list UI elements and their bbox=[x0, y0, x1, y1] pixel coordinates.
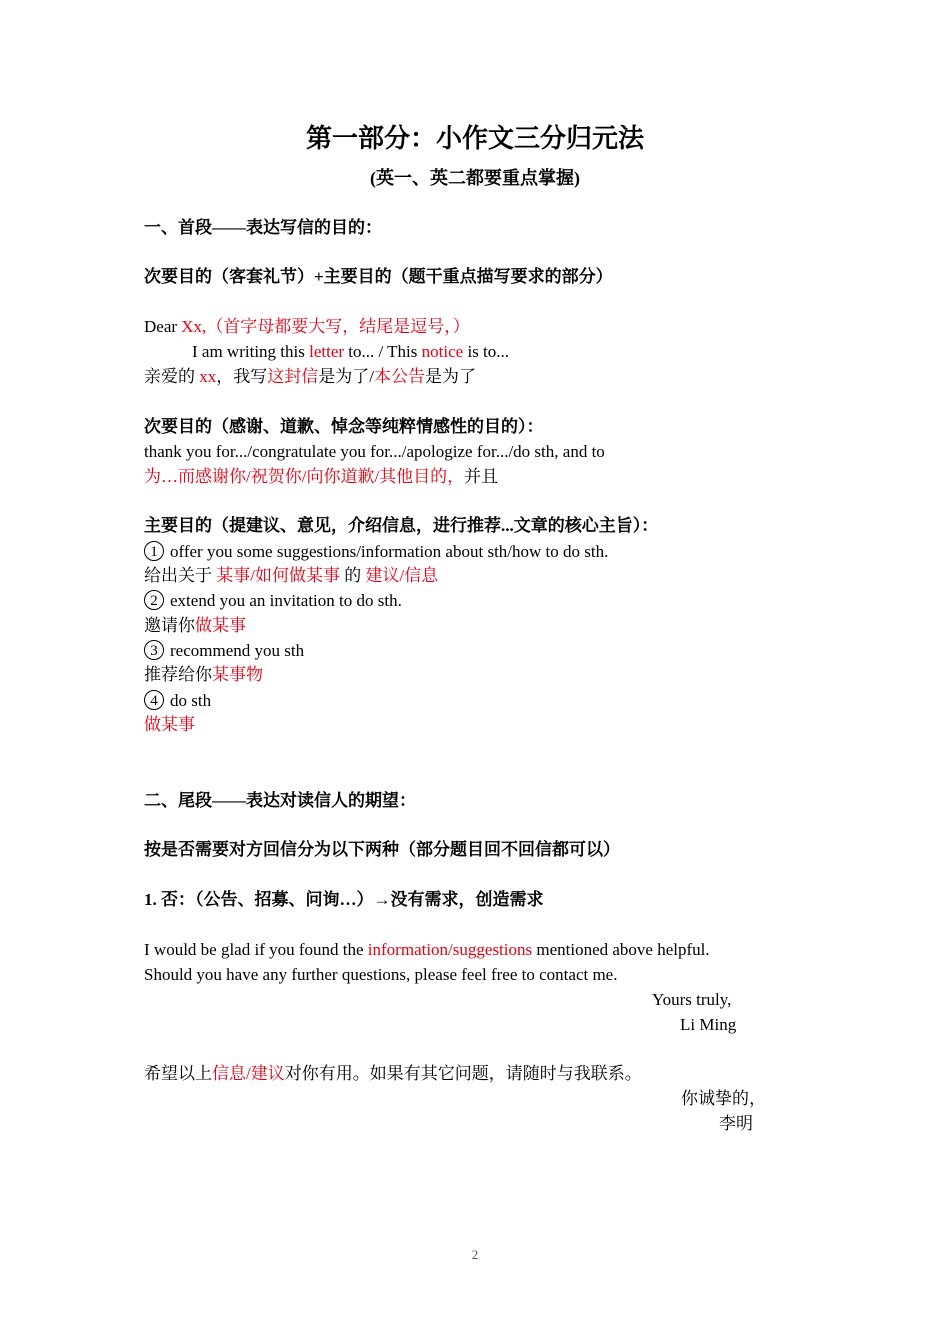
page-subtitle: (英一、英二都要重点掌握) bbox=[370, 168, 580, 188]
circled-number-1: 1 bbox=[144, 541, 164, 561]
closing-cn-line bbox=[144, 1062, 642, 1086]
item-1-cn-2: 的 bbox=[339, 566, 366, 585]
secondary-heading: 次要目的（感谢、道歉、悼念等纯粹情感性的目的）： bbox=[144, 417, 544, 436]
secondary-cn-red: 为…而感谢你/祝贺你/向你道歉/其他目的， bbox=[144, 467, 465, 486]
writing-letter: letter bbox=[309, 342, 345, 361]
closing-cn-2: 对你有用。如果有其它问题，请随时与我联系。 bbox=[284, 1064, 642, 1083]
dear-line bbox=[144, 315, 470, 339]
circled-number-2: 2 bbox=[144, 590, 164, 610]
section2-heading: 二、尾段——表达对读信人的期望： bbox=[144, 791, 416, 810]
closing-en-line-1 bbox=[144, 938, 710, 962]
writing-cn-letter: 这封信 bbox=[267, 367, 319, 386]
item-3-en bbox=[144, 639, 304, 663]
item-2-text: extend you an invitation to do sth. bbox=[170, 591, 402, 610]
secondary-cn bbox=[144, 465, 498, 489]
signature-cn-1: 你诚挚的， bbox=[681, 1089, 766, 1108]
item-1-cn-red-2: 建议/信息 bbox=[365, 566, 439, 585]
section1-heading: 一、首段——表达写信的目的： bbox=[144, 218, 382, 237]
writing-text-3: is to... bbox=[463, 342, 510, 361]
reply-line: 按是否需要对方回信分为以下两种（部分题目回不回信都可以） bbox=[144, 840, 620, 859]
writing-cn-xx: xx bbox=[199, 367, 217, 386]
writing-cn-3: 是为了/ bbox=[318, 367, 374, 386]
item-4-cn: 做某事 bbox=[144, 715, 195, 734]
main-heading: 主要目的（提建议、意见，介绍信息，进行推荐...文章的核心主旨）： bbox=[144, 516, 659, 535]
item-3-text: recommend you sth bbox=[170, 641, 305, 660]
circled-number-4: 4 bbox=[144, 690, 164, 710]
item-2-en bbox=[144, 589, 402, 613]
closing-en-red: information/suggestions bbox=[367, 940, 533, 959]
closing-cn-red: 信息/建议 bbox=[212, 1064, 285, 1083]
signature-en-1: Yours truly, bbox=[652, 990, 732, 1009]
writing-text-2: to... / This bbox=[344, 342, 422, 361]
item-2-cn-1: 邀请你 bbox=[144, 616, 195, 635]
item-2-cn-red: 做某事 bbox=[195, 616, 246, 635]
purpose-line: 次要目的（客套礼节）+主要目的（题干重点描写要求的部分） bbox=[144, 267, 613, 286]
page-number: 2 bbox=[471, 1247, 479, 1262]
item-3-cn-1: 推荐给你 bbox=[144, 665, 212, 684]
writing-cn-notice: 本公告 bbox=[373, 367, 425, 386]
item-1-cn-red-1: 某事/如何做某事 bbox=[216, 566, 340, 585]
signature-cn-2: 李明 bbox=[719, 1114, 753, 1133]
writing-cn-4: 是为了 bbox=[424, 367, 476, 386]
item-2-cn bbox=[144, 614, 246, 638]
writing-cn-line bbox=[144, 365, 476, 389]
closing-en-line-2: Should you have any further questions, please feel free to contact me. bbox=[144, 965, 618, 984]
writing-notice: notice bbox=[421, 342, 464, 361]
item-3-cn bbox=[144, 663, 263, 687]
item-1-en bbox=[144, 540, 608, 564]
closing-en-2: mentioned above helpful. bbox=[532, 940, 710, 959]
item-4-en bbox=[144, 689, 211, 713]
writing-cn-2: ，我写 bbox=[216, 367, 268, 386]
item-1-text: offer you some suggestions/information about sth/how to do sth. bbox=[170, 542, 609, 561]
signature-en-2: Li Ming bbox=[680, 1015, 737, 1034]
closing-en-1: I would be glad if you found the bbox=[144, 940, 368, 959]
secondary-en: thank you for.../congratulate you for.../apologize for.../do sth, and to bbox=[144, 442, 605, 461]
page-title: 第一部分：小作文三分归元法 bbox=[305, 124, 644, 153]
item-1-cn bbox=[144, 564, 438, 588]
item-1-cn-1: 给出关于 bbox=[144, 566, 217, 585]
writing-cn-1: 亲爱的 bbox=[144, 367, 200, 386]
item-4-text: do sth bbox=[170, 691, 212, 710]
circled-number-3: 3 bbox=[144, 640, 164, 660]
case-1-heading: 1. 否：（公告、招募、问询…）→没有需求，创造需求 bbox=[144, 890, 544, 909]
secondary-cn-black: 并且 bbox=[464, 467, 499, 486]
closing-cn-1: 希望以上 bbox=[144, 1064, 212, 1083]
item-3-cn-red: 某事物 bbox=[212, 665, 263, 684]
dear-note: （首字母都要大写，结尾是逗号，） bbox=[206, 317, 470, 336]
dear-prefix: Dear bbox=[144, 317, 182, 336]
writing-line bbox=[192, 340, 509, 364]
writing-text-1: I am writing this bbox=[192, 342, 310, 361]
dear-name: Xx, bbox=[181, 317, 207, 336]
